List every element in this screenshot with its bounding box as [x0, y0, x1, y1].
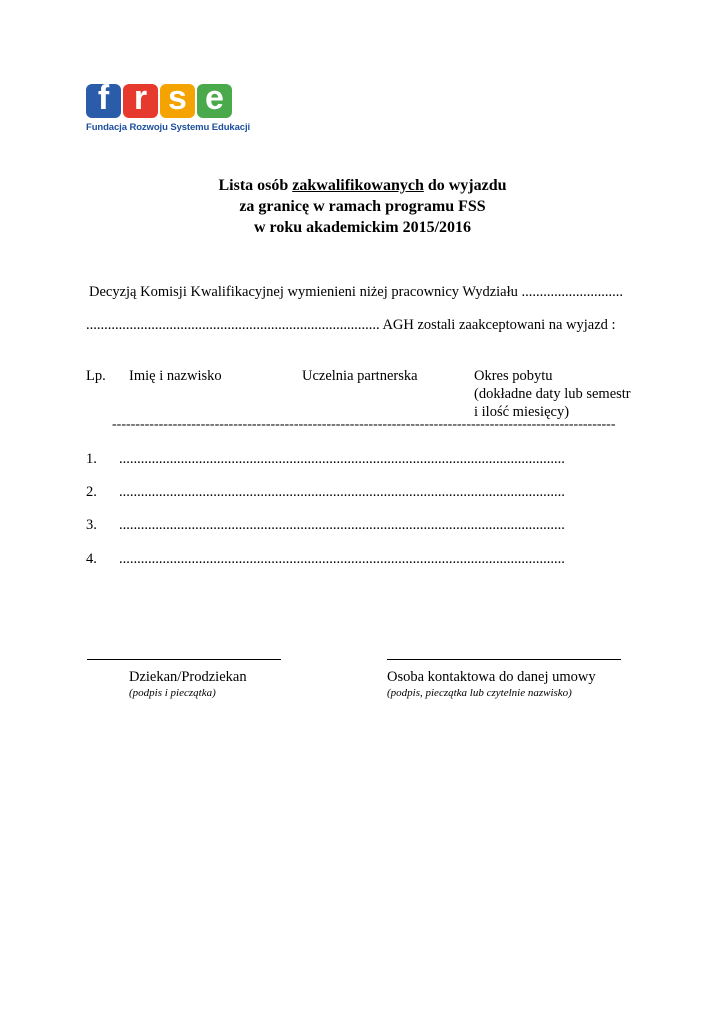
title-line-2: za granicę w ramach programu FSS: [239, 198, 486, 215]
header-period: Okres pobytu (dokładne daty lub semestr i ilość miesięcy): [474, 368, 631, 420]
document-title: [0, 175, 725, 238]
header-name: Imię i nazwisko: [129, 368, 222, 384]
row-number-1: 1.: [86, 451, 97, 467]
logo-tile-r: r: [123, 84, 158, 118]
title-line-3: w roku akademickim 2015/2016: [253, 219, 472, 236]
row-dots-4: ...........................................................................................................................: [119, 551, 565, 567]
frse-logo: [86, 79, 251, 133]
logo-letters: [86, 79, 250, 118]
signature-label-dean: Dziekan/Prodziekan: [129, 669, 247, 685]
row-dots-1: ...........................................................................................................................: [119, 451, 565, 467]
logo-tile-s: s: [160, 84, 195, 118]
signature-line-right: [387, 659, 621, 660]
intro-line-1: Decyzją Komisji Kwalifikacyjnej wymienieni niżej pracownicy Wydziału ............................: [89, 284, 624, 300]
signature-line-left: [87, 659, 281, 660]
row-number-3: 3.: [86, 517, 97, 533]
title-line-1: Lista osób zakwalifikowanych do wyjazdu: [218, 177, 507, 194]
row-number-2: 2.: [86, 484, 97, 500]
logo-tile-f: f: [86, 84, 121, 118]
intro-line-2: ................................................................................. AGH zostali zaakceptowani na wyjazd :: [86, 317, 616, 333]
signature-note-contact: (podpis, pieczątka lub czytelnie nazwisko): [387, 687, 572, 699]
header-university: Uczelnia partnerska: [302, 368, 418, 384]
signature-label-contact: Osoba kontaktowa do danej umowy: [387, 669, 596, 685]
title-underlined-word: zakwalifikowanych: [292, 177, 424, 194]
row-dots-3: ...........................................................................................................................: [119, 517, 565, 533]
logo-caption: Fundacja Rozwoju Systemu Edukacji: [86, 122, 251, 133]
signature-note-dean: (podpis i pieczątka): [129, 687, 216, 699]
header-lp: Lp.: [86, 368, 106, 384]
row-dots-2: ...........................................................................................................................: [119, 484, 565, 500]
header-separator: ------------------------------------------------------------------------------------------------------------: [112, 417, 616, 432]
row-number-4: 4.: [86, 551, 97, 567]
logo-tile-e: e: [197, 84, 232, 118]
